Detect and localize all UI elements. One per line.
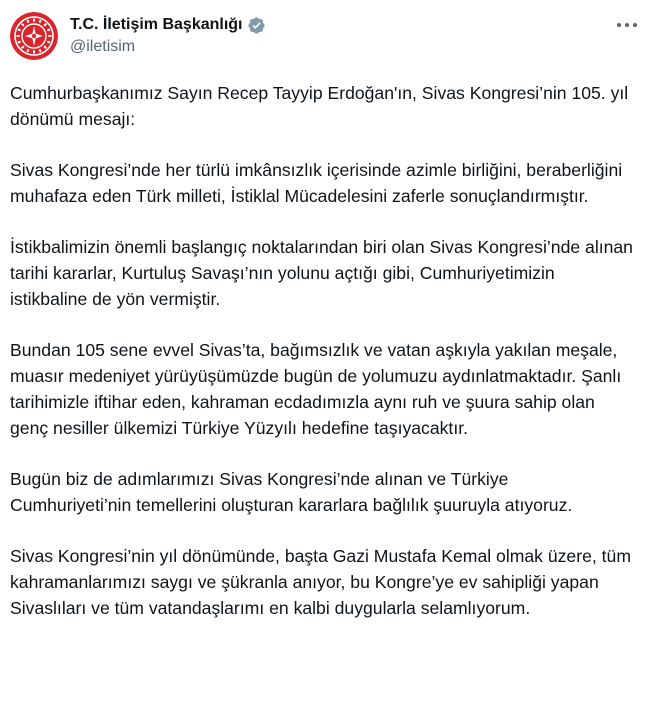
author-handle[interactable]: @iletisim	[70, 38, 136, 55]
tweet-paragraph-2: Sivas Kongresi’nde her türlü imkânsızlık içerisinde azimle birliğini, beraberliğini muhafaza eden Türk milleti, İstiklal Mücadelesini zaferle sonuçlandırmıştır.	[10, 160, 623, 206]
avatar[interactable]	[10, 12, 58, 60]
more-options-button[interactable]	[612, 12, 642, 38]
tweet-paragraph-5: Bugün biz de adımlarımızı Sivas Kongresi’nde alınan ve Türkiye Cumhuriyeti’nin temellerini oluşturan kararlara bağlılık şuuruyla atıyoruz.	[10, 469, 573, 515]
more-options-icon	[616, 22, 638, 28]
crest-emblem-icon	[10, 12, 58, 60]
tweet-header	[10, 8, 640, 68]
name-row	[70, 15, 266, 35]
tweet-paragraph-4: Bundan 105 sene evvel Sivas’ta, bağımsızlık ve vatan aşkıyla yakılan meşale, muasır medeniyet yürüyüşümüzde bugün de yolumuzu aydınlatmaktadır. Şanlı tarihimizle iftihar eden, kahraman ecdadımızla aynı ruh ve şuura sahip olan genç nesiller ülkemizi Türkiye Yüzyılı hedefine taşıyacaktır.	[10, 340, 622, 438]
author-identity	[70, 15, 266, 57]
author-display-name[interactable]: T.C. İletişim Başkanlığı	[70, 16, 243, 33]
tweet-paragraph-3: İstikbalimizin önemli başlangıç noktalarından biri olan Sivas Kongresi’nde alınan tarihi kararlar, Kurtuluş Savaşı’nın yolunu açtığı gibi, Cumhuriyetimizin istikbaline de yön vermiştir.	[10, 237, 633, 309]
tweet-text	[10, 80, 640, 621]
tweet-paragraph-1: Cumhurbaşkanımız Sayın Recep Tayyip Erdoğan'ın, Sivas Kongresi’nin 105. yıl dönümü mesajı:	[10, 83, 629, 129]
verified-badge-icon[interactable]	[247, 16, 266, 35]
tweet-paragraph-6: Sivas Kongresi’nin yıl dönümünde, başta Gazi Mustafa Kemal olmak üzere, tüm kahramanlarımızı saygı ve şükranla anıyor, bu Kongre’ye ev sahipliği yapan Sivaslıları ve tüm vatandaşlarımı en kalbi duygularla selamlıyorum.	[10, 546, 631, 618]
